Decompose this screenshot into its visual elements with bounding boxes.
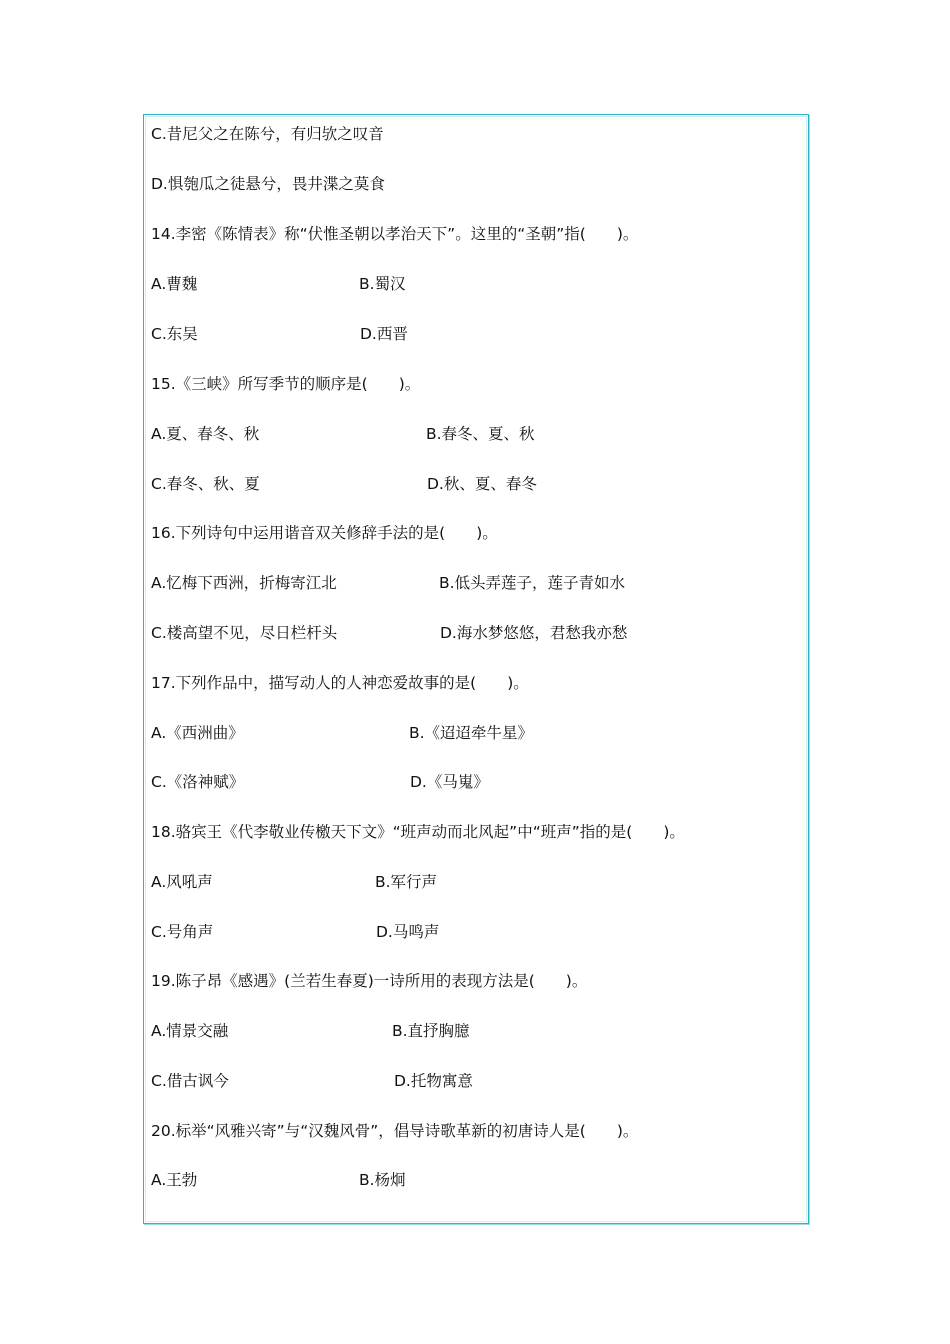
option-d: D.西晋 <box>360 325 408 343</box>
option-d: D.《马嵬》 <box>410 773 489 791</box>
option-b: B.低头弄莲子，莲子青如水 <box>439 574 626 592</box>
option-a: A.《西洲曲》 <box>151 724 244 742</box>
option-b: B.蜀汉 <box>359 275 406 293</box>
question-15: 15.《三峡》所写季节的顺序是( )。 <box>151 375 421 393</box>
option-a: A.情景交融 <box>151 1022 229 1040</box>
option-b: B.杨炯 <box>359 1171 406 1189</box>
option-a: A.风吼声 <box>151 873 213 891</box>
question-16: 16.下列诗句中运用谐音双关修辞手法的是( )。 <box>151 524 498 542</box>
option-b: B.《迢迢牵牛星》 <box>409 724 534 742</box>
content-frame <box>143 114 809 1224</box>
option-line: C.昔尼父之在陈兮，有归欤之叹音 <box>151 125 384 143</box>
option-d: D.秋、夏、春冬 <box>427 475 537 493</box>
option-a: A.夏、春冬、秋 <box>151 425 260 443</box>
option-c: C.号角声 <box>151 923 214 941</box>
option-d: D.海水梦悠悠，君愁我亦愁 <box>440 624 628 642</box>
option-c: C.借古讽今 <box>151 1072 229 1090</box>
question-19: 19.陈子昂《感遇》(兰若生春夏)一诗所用的表现方法是( )。 <box>151 972 588 990</box>
option-c: C.东吴 <box>151 325 198 343</box>
option-d: D.托物寓意 <box>394 1072 473 1090</box>
option-b: B.军行声 <box>375 873 438 891</box>
option-line: D.惧匏瓜之徒悬兮，畏井渫之莫食 <box>151 175 385 193</box>
option-b: B.直抒胸臆 <box>392 1022 470 1040</box>
option-c: C.楼高望不见，尽日栏杆头 <box>151 624 338 642</box>
option-a: A.王勃 <box>151 1171 198 1189</box>
question-14: 14.李密《陈情表》称“伏惟圣朝以孝治天下”。这里的“圣朝”指( )。 <box>151 225 639 243</box>
option-a: A.曹魏 <box>151 275 198 293</box>
question-18: 18.骆宾王《代李敬业传檄天下文》“班声动而北风起”中“班声”指的是( )。 <box>151 823 685 841</box>
option-b: B.春冬、夏、秋 <box>426 425 535 443</box>
question-17: 17.下列作品中，描写动人的人神恋爱故事的是( )。 <box>151 674 529 692</box>
option-a: A.忆梅下西洲，折梅寄江北 <box>151 574 337 592</box>
question-20: 20.标举“风雅兴寄”与“汉魏风骨”，倡导诗歌革新的初唐诗人是( )。 <box>151 1122 639 1140</box>
option-c: C.春冬、秋、夏 <box>151 475 260 493</box>
option-d: D.马鸣声 <box>376 923 440 941</box>
option-c: C.《洛神赋》 <box>151 773 245 791</box>
